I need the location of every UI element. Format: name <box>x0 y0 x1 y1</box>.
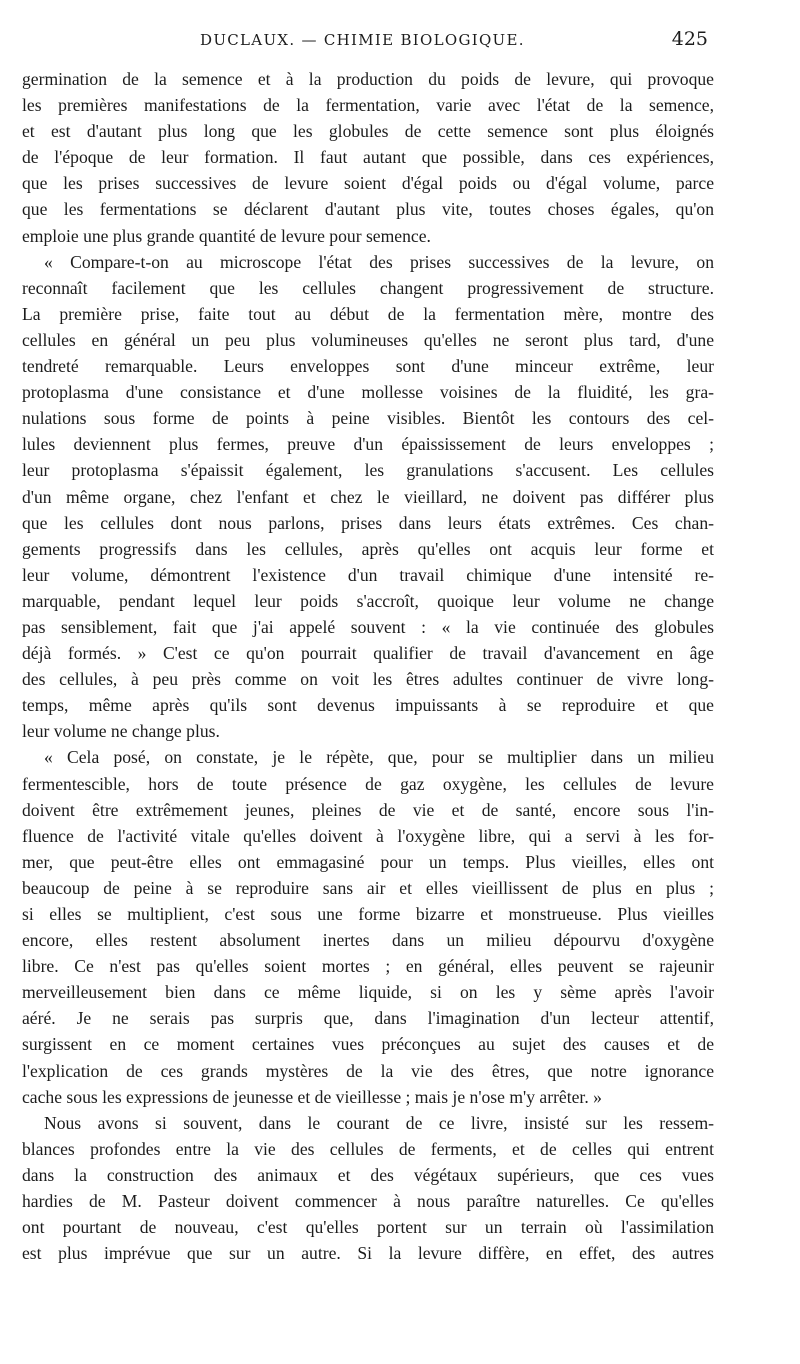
text-line: surgissent en ce moment certaines vues préconçues au sujet des causes et de <box>22 1034 714 1055</box>
text-line: La première prise, faite tout au début de la fermentation mère, montre des <box>22 303 714 324</box>
text-line: de l'époque de leur formation. Il faut autant que possible, dans ces expériences, <box>22 147 714 168</box>
text-line: des cellules, à peu près comme on voit les êtres adultes continuer de vivre long- <box>22 669 714 690</box>
text-line: mer, que peut-être elles ont emmagasiné pour un temps. Plus vieilles, elles ont <box>22 851 714 872</box>
text-line: gements progressifs dans les cellules, après qu'elles ont acquis leur forme et <box>22 538 714 559</box>
text-line: blances profondes entre la vie des cellules de ferments, et de celles qui entrent <box>22 1138 714 1159</box>
text-line: cache sous les expressions de jeunesse et de vieillesse ; mais je n'ose m'y arrêter. » <box>22 1086 602 1107</box>
text-line: que les fermentations se déclarent d'autant plus vite, toutes choses égales, qu'on <box>22 199 714 220</box>
text-line: emploie une plus grande quantité de levure pour semence. <box>22 225 431 246</box>
text-line: fluence de l'activité vitale qu'elles doivent à l'oxygène libre, qui a servi à les for- <box>22 825 714 846</box>
text-line: marquable, pendant lequel leur poids s'accroît, quoique leur volume ne change <box>22 590 714 611</box>
text-line: leur protoplasma s'épaissit également, les granulations s'accusent. Les cellules <box>22 460 714 481</box>
text-line: aéré. Je ne serais pas surpris que, dans l'imagination d'un lecteur attentif, <box>22 1008 714 1029</box>
text-line: nulations sous forme de points à peine visibles. Bientôt les contours des cel- <box>22 408 714 429</box>
text-line: fermentescible, hors de toute présence de gaz oxygène, les cellules de levure <box>22 773 714 794</box>
text-line: l'explication de ces grands mystères de la vie des êtres, que notre ignorance <box>22 1060 714 1081</box>
text-line: leur volume, démontrent l'existence d'un travail chimique d'une intensité re- <box>22 564 714 585</box>
text-line: si elles se multiplient, c'est sous une forme bizarre et monstrueuse. Plus vieilles <box>22 904 714 924</box>
text-line: merveilleusement bien dans ce même liquide, si on les y sème après l'avoir <box>22 982 714 1003</box>
text-line: pas sensiblement, fait que j'ai appelé souvent : « la vie continuée des globules <box>22 616 714 637</box>
text-line: les premières manifestations de la fermentation, varie avec l'état de la semence, <box>22 95 714 116</box>
text-line: dans la construction des animaux et des végétaux supérieurs, que ces vues <box>22 1164 714 1185</box>
text-line: d'un même organe, chez l'enfant et chez le vieillard, ne doivent pas différer plus <box>22 486 714 507</box>
text-line: que les prises successives de levure soient d'égal poids ou d'égal volume, parce <box>22 173 714 194</box>
text-line: lules deviennent plus fermes, preuve d'un épaississement de leurs enveloppes ; <box>22 434 714 455</box>
text-line: beaucoup de peine à se reproduire sans air et elles vieillissent de plus en plus ; <box>22 877 714 898</box>
text-line: temps, même après qu'ils sont devenus impuissants à se reproduire et que <box>22 695 714 716</box>
page-header <box>22 28 714 54</box>
text-line: libre. Ce n'est pas qu'elles soient mortes ; en général, elles peuvent se rajeunir <box>22 956 714 977</box>
text-line: et est d'autant plus long que les globules de cette semence sont plus éloignés <box>22 121 714 142</box>
text-line: « Compare-t-on au microscope l'état des prises successives de la levure, on <box>44 251 714 272</box>
running-title: DUCLAUX. — CHIMIE BIOLOGIQUE. <box>200 31 525 49</box>
text-line: hardies de M. Pasteur doivent commencer à nous paraître naturelles. Ce qu'elles <box>22 1191 714 1212</box>
text-line: doivent être extrêmement jeunes, pleines de vie et de santé, encore sous l'in- <box>22 799 714 820</box>
text-line: leur volume ne change plus. <box>22 721 220 742</box>
text-line: que les cellules dont nous parlons, prises dans leurs états extrêmes. Ces chan- <box>22 512 714 533</box>
text-line: encore, elles restent absolument inertes dans un milieu dépourvu d'oxygène <box>22 930 714 951</box>
text-line: est plus imprévue que sur un autre. Si la levure diffère, en effet, des autres <box>22 1243 714 1264</box>
text-line: ont pourtant de nouveau, c'est qu'elles portent sur un terrain où l'assimilation <box>22 1217 714 1238</box>
text-line: Nous avons si souvent, dans le courant de ce livre, insisté sur les ressem- <box>44 1112 714 1133</box>
page-number: 425 <box>671 28 708 50</box>
text-line: germination de la semence et à la production du poids de levure, qui provoque <box>22 69 714 89</box>
text-line: reconnaît facilement que les cellules changent progressivement de structure. <box>22 277 714 298</box>
body-text <box>22 66 714 1266</box>
text-line: protoplasma d'une consistance et d'une mollesse voisines de la fluidité, les gra- <box>22 382 714 403</box>
text-line: déjà formés. » C'est ce qu'on pourrait qualifier de travail d'avancement en âge <box>22 643 714 664</box>
text-line: cellules en général un peu plus volumineuses qu'elles ne seront plus tard, d'une <box>22 329 714 350</box>
text-line: « Cela posé, on constate, je le répète, que, pour se multiplier dans un milieu <box>44 747 714 768</box>
text-line: tendreté remarquable. Leurs enveloppes sont d'une minceur extrême, leur <box>22 356 714 377</box>
